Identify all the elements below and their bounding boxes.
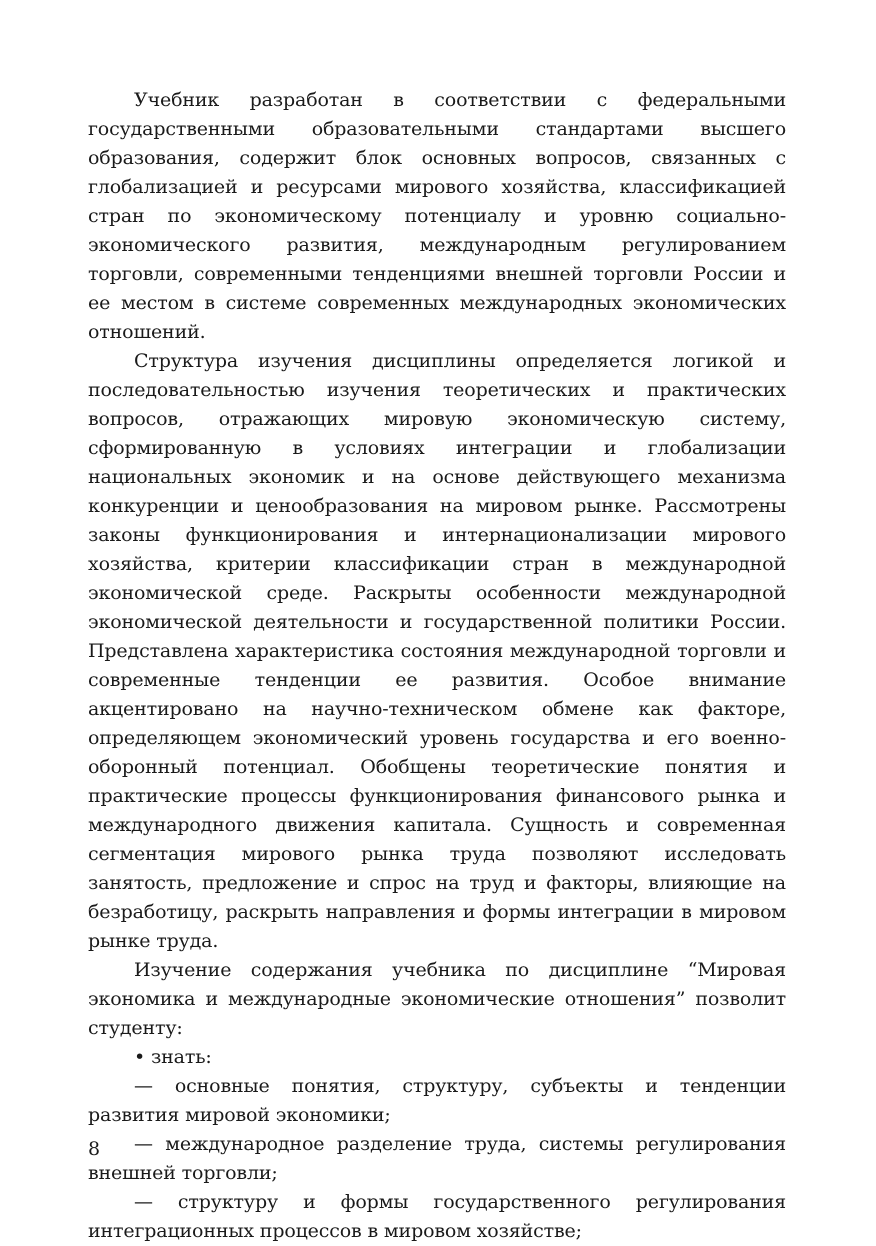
paragraph-intro: Учебник разработан в соответствии с федеральными государственными образовательными стандартами высшего образования, содержит блок основных вопросов, связанных с глобализацией и ресурсами мирового хозяйства, классификацией стран по экономическому потенциалу и уровню социально-экономического развития, международным регулированием торговли, современными тенденциями внешней торговли России и ее местом в системе современных международных экономических отношений. (88, 89, 786, 343)
page-number: 8 (88, 1138, 101, 1160)
list-heading: • знать: (134, 1046, 212, 1068)
paragraph-study: Изучение содержания учебника по дисциплине “Мировая экономика и международные экономические отношения” позволит студенту: (88, 959, 786, 1039)
list-item: — международное разделение труда, системы регулирования внешней торговли; (88, 1133, 786, 1184)
list-item: — основные понятия, структуру, субъекты и тенденции развития мировой экономики; (88, 1075, 786, 1126)
paragraph-structure: Структура изучения дисциплины определяется логикой и последовательностью изучения теоретических и практических вопросов, отражающих мировую экономическую систему, сформированную в условиях интеграции и глобализации национальных экономик и на основе действующего механизма конкуренции и ценообразования на мировом рынке. Рассмотрены законы функционирования и интернационализации мирового хозяйства, критерии классификации стран в международной экономической среде. Раскрыты особенности международной экономической деятельности и государственной политики России. Представлена характеристика состояния международной торговли и современные тенденции ее развития. Особое внимание акцентировано на научно-техническом обмене как факторе, определяющем экономический уровень государства и его военно-оборонный потенциал. Обобщены теоретические понятия и практические процессы функционирования финансового рынка и международного движения капитала. Сущность и современная сегментация мирового рынка труда позволяют исследовать занятость, предложение и спрос на труд и факторы, влияющие на безработицу, раскрыть направления и формы интеграции в мировом рынке труда. (88, 350, 786, 952)
page-body (88, 86, 786, 1246)
list-item: — структуру и формы государственного регулирования интеграционных процессов в мировом хозяйстве; (88, 1191, 786, 1242)
